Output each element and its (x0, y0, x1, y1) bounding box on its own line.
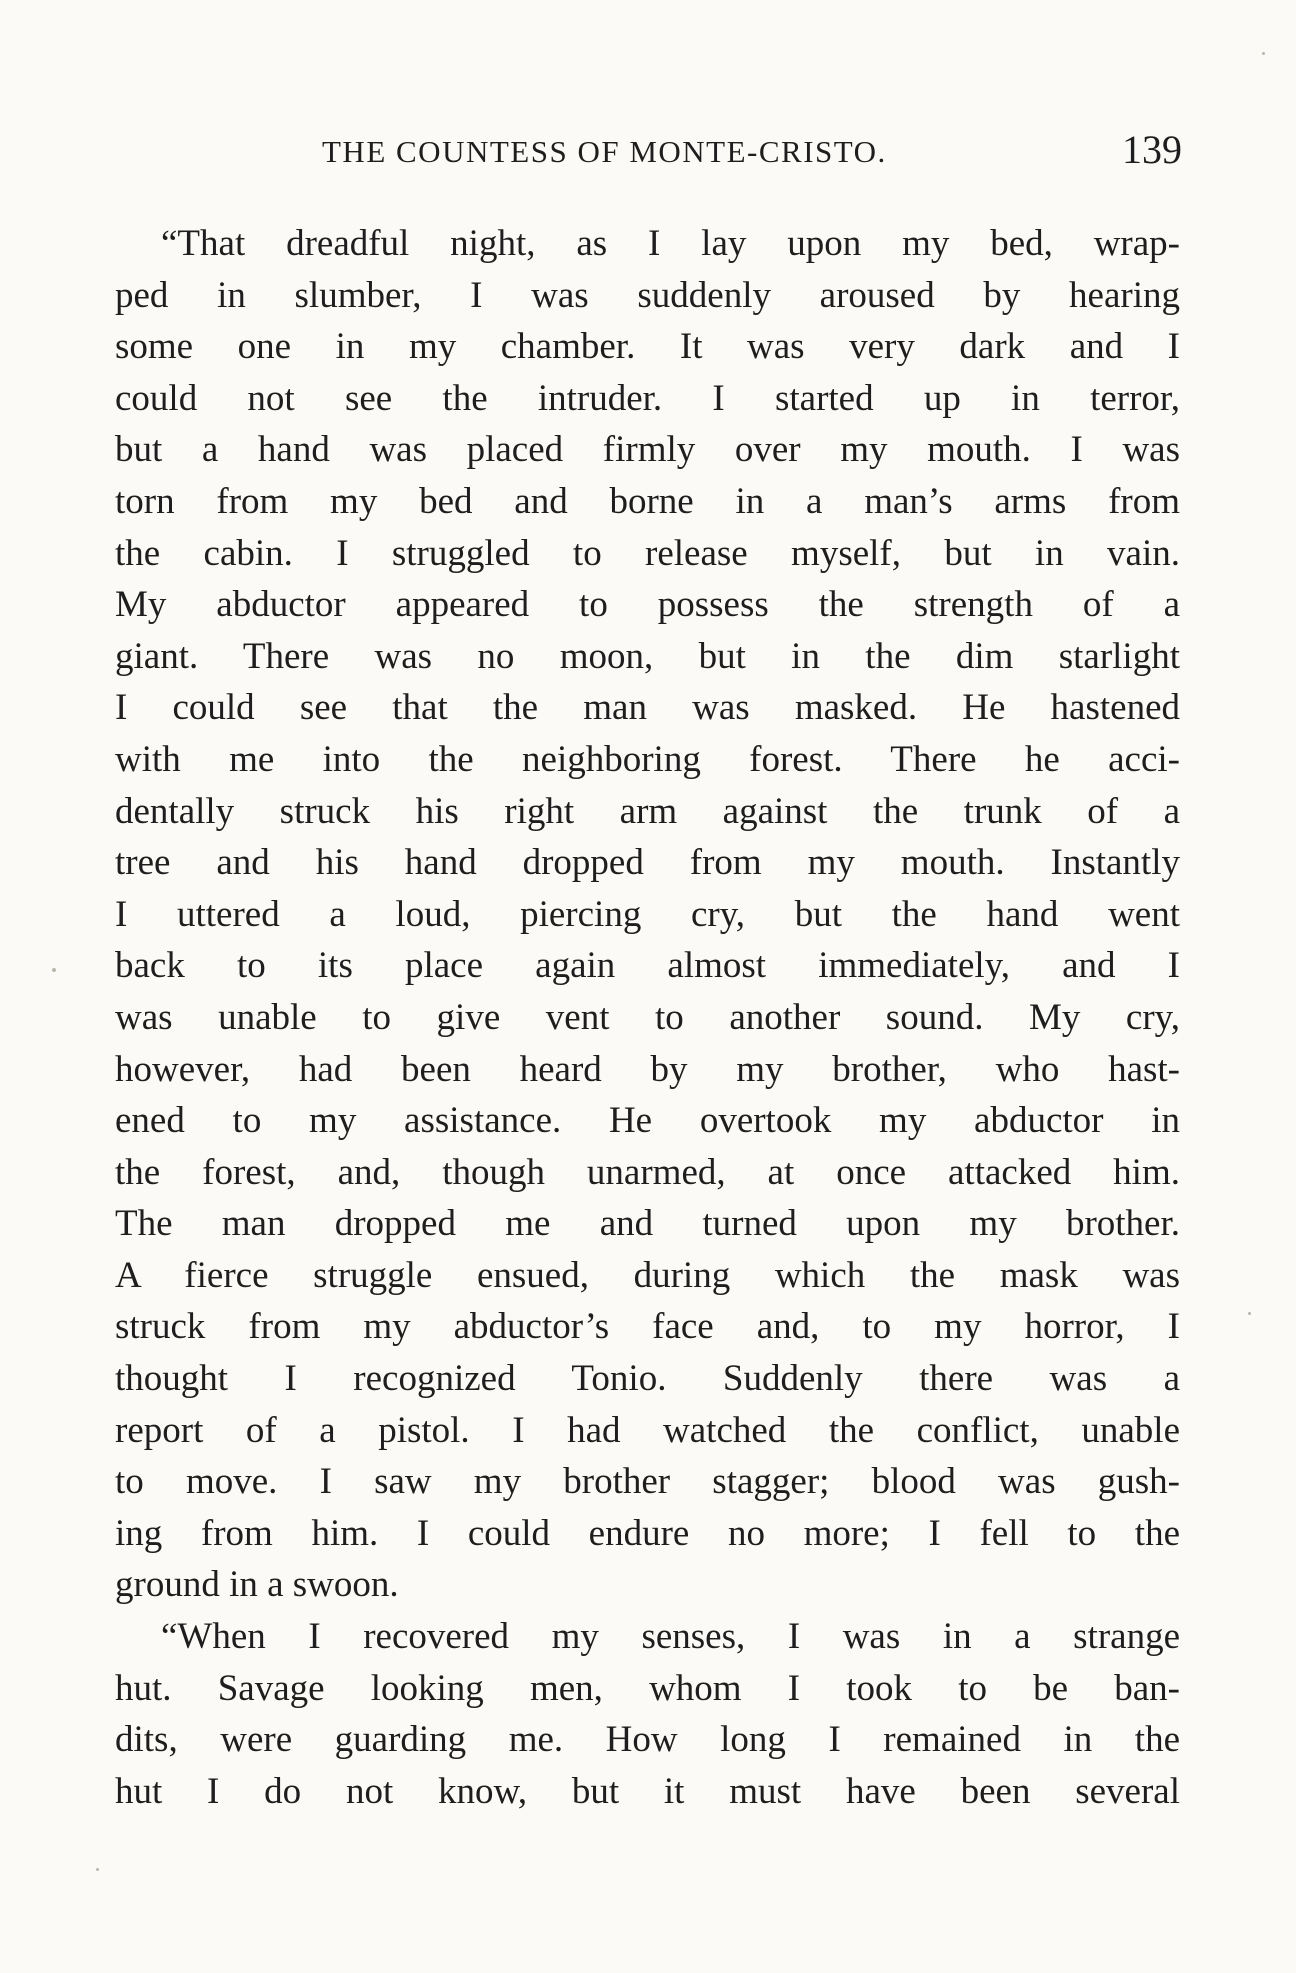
text-line: thought I recognized Tonio. Suddenly there was a (115, 1358, 1180, 1400)
page-header (322, 126, 1182, 178)
text-line: dits, were guarding me. How long I remained in the (115, 1719, 1180, 1761)
text-line: with me into the neighboring forest. There he acci- (115, 738, 1180, 780)
text-line: back to its place again almost immediately, and I (115, 945, 1180, 987)
paragraph (115, 218, 1180, 1611)
text-line: the forest, and, though unarmed, at once attacked him. (115, 1151, 1180, 1193)
text-line: I uttered a loud, piercing cry, but the hand went (115, 893, 1180, 935)
paper-speck (52, 968, 56, 972)
text-line: to move. I saw my brother stagger; blood was gush- (115, 1461, 1180, 1503)
paragraph (115, 1611, 1180, 1817)
text-line: torn from my bed and borne in a man’s arms from (115, 480, 1180, 522)
text-line: struck from my abductor’s face and, to my horror, I (115, 1306, 1180, 1348)
text-line: ened to my assistance. He overtook my abductor in (115, 1100, 1180, 1142)
page-number: 139 (1122, 127, 1182, 172)
text-line: was unable to give vent to another sound. My cry, (115, 996, 1180, 1038)
text-line: giant. There was no moon, but in the dim starlight (115, 635, 1180, 677)
running-title: THE COUNTESS OF MONTE-CRISTO. (322, 134, 887, 169)
text-line: but a hand was placed firmly over my mouth. I was (115, 429, 1180, 471)
text-line: hut. Savage looking men, whom I took to be ban- (115, 1667, 1180, 1709)
text-line: The man dropped me and turned upon my brother. (115, 1203, 1180, 1245)
text-line: tree and his hand dropped from my mouth. Instantly (115, 842, 1180, 884)
text-line: however, had been heard by my brother, who hast- (115, 1048, 1180, 1090)
text-line: My abductor appeared to possess the strength of a (115, 584, 1180, 626)
paper-speck (1248, 1312, 1251, 1315)
text-line: some one in my chamber. It was very dark and I (115, 326, 1180, 368)
text-line: “When I recovered my senses, I was in a strange (161, 1616, 1180, 1658)
text-line: ground in a swoon. (115, 1564, 399, 1606)
paper-speck (96, 1868, 99, 1871)
text-line: hut I do not know, but it must have been several (115, 1770, 1180, 1812)
text-line: I could see that the man was masked. He hastened (115, 687, 1180, 729)
text-line: A fierce struggle ensued, during which the mask was (115, 1254, 1180, 1296)
text-line: the cabin. I struggled to release myself, but in vain. (115, 532, 1180, 574)
text-line: “That dreadful night, as I lay upon my bed, wrap- (161, 223, 1180, 264)
text-line: could not see the intruder. I started up in terror, (115, 377, 1180, 419)
text-line: ing from him. I could endure no more; I fell to the (115, 1512, 1180, 1554)
paper-speck (1262, 52, 1265, 55)
text-line: dentally struck his right arm against the trunk of a (115, 790, 1180, 832)
text-line: report of a pistol. I had watched the conflict, unable (115, 1409, 1180, 1451)
text-line: ped in slumber, I was suddenly aroused by hearing (115, 274, 1180, 316)
body-text (115, 218, 1180, 1817)
